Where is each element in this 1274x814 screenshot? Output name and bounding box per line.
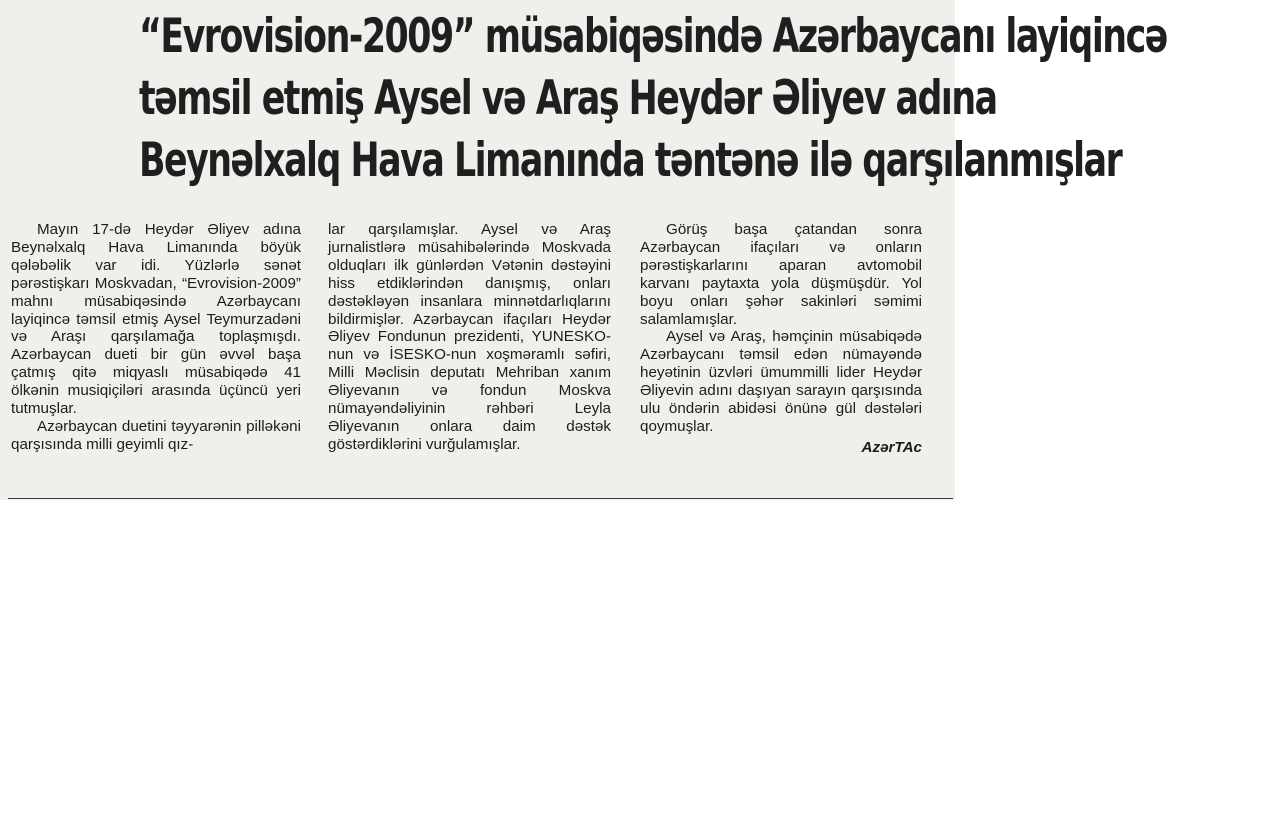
column-1-paragraph-1: Mayın 17-də Heydər Əliyev adına Beynəlxalq Hava Limanında böyük qələbəlik var idi. Yüzlərlə sənət pərəstişkarı Moskvadan, “Evrovision-2009” mahnı müsabiqəsində Azərbaycanı layiqincə təmsil etmiş Aysel Teymurzadəni və Araşı qarşılamağa toplaşmışdı. Azərbaycan dueti bir gün əvvəl başa çatmış qitə miqyaslı müsabiqədə 41 ölkənin musiqiçiləri arasında üçüncü yeri tutmuşlar. (11, 221, 301, 418)
bottom-rule-divider (8, 498, 953, 499)
article-column-3 (640, 221, 922, 457)
column-2-paragraph-1: lar qarşılamışlar. Aysel və Araş jurnalistlərə müsahibələrində Moskvada olduqları ilk günlərdən Vətənin dəstəyini hiss etdiklərindən danışmış, onları dəstəkləyən insanlara minnətdarlıqlarını bildirmişlər. Azərbaycan ifaçıları Heydər Əliyev Fondunun prezidenti, YUNESKO-nun və İSESKO-nun xoşməramlı səfiri, Milli Məclisin deputatı Mehriban xanım Əliyevanın və fondun Moskva nümayəndəliyinin rəhbəri Leyla Əliyevanın onlara daim dəstək göstərdiklərini vurğulamışlar. (328, 221, 611, 453)
headline-line-2: təmsil etmiş Aysel və Araş Heydər Əliyev adına (138, 71, 997, 126)
news-agency-credit: AzərTAc (861, 438, 922, 456)
headline-line-1: “Evrovision-2009” müsabiqəsində Azərbaycanı layiqincə (138, 9, 1167, 64)
column-3-paragraph-2: Aysel və Araş, həmçinin müsabiqədə Azərbaycanı təmsil edən nümayəndə heyətinin üzvləri ümummilli lider Heydər Əliyevin adını daşıyan sarayın qarşısında ulu öndərin abidəsi önünə gül dəstələri qoymuşlar. (640, 328, 922, 435)
column-3-paragraph-1: Görüş başa çatandan sonra Azərbaycan ifaçıları və onların pərəstişkarlarını aparan avtomobil karvanı paytaxta yola düşmüşdür. Yol boyu onları şəhər sakinləri səmimi salamlamışlar. (640, 221, 922, 328)
article-column-2 (328, 221, 611, 454)
headline (138, 6, 1167, 192)
article-column-1 (11, 221, 301, 454)
headline-line-3: Beynəlxalq Hava Limanında təntənə ilə qarşılanmışlar (138, 133, 1122, 188)
column-1-paragraph-2: Azərbaycan duetini təyyarənin pilləkəni qarşısında milli geyimli qız- (11, 417, 301, 453)
